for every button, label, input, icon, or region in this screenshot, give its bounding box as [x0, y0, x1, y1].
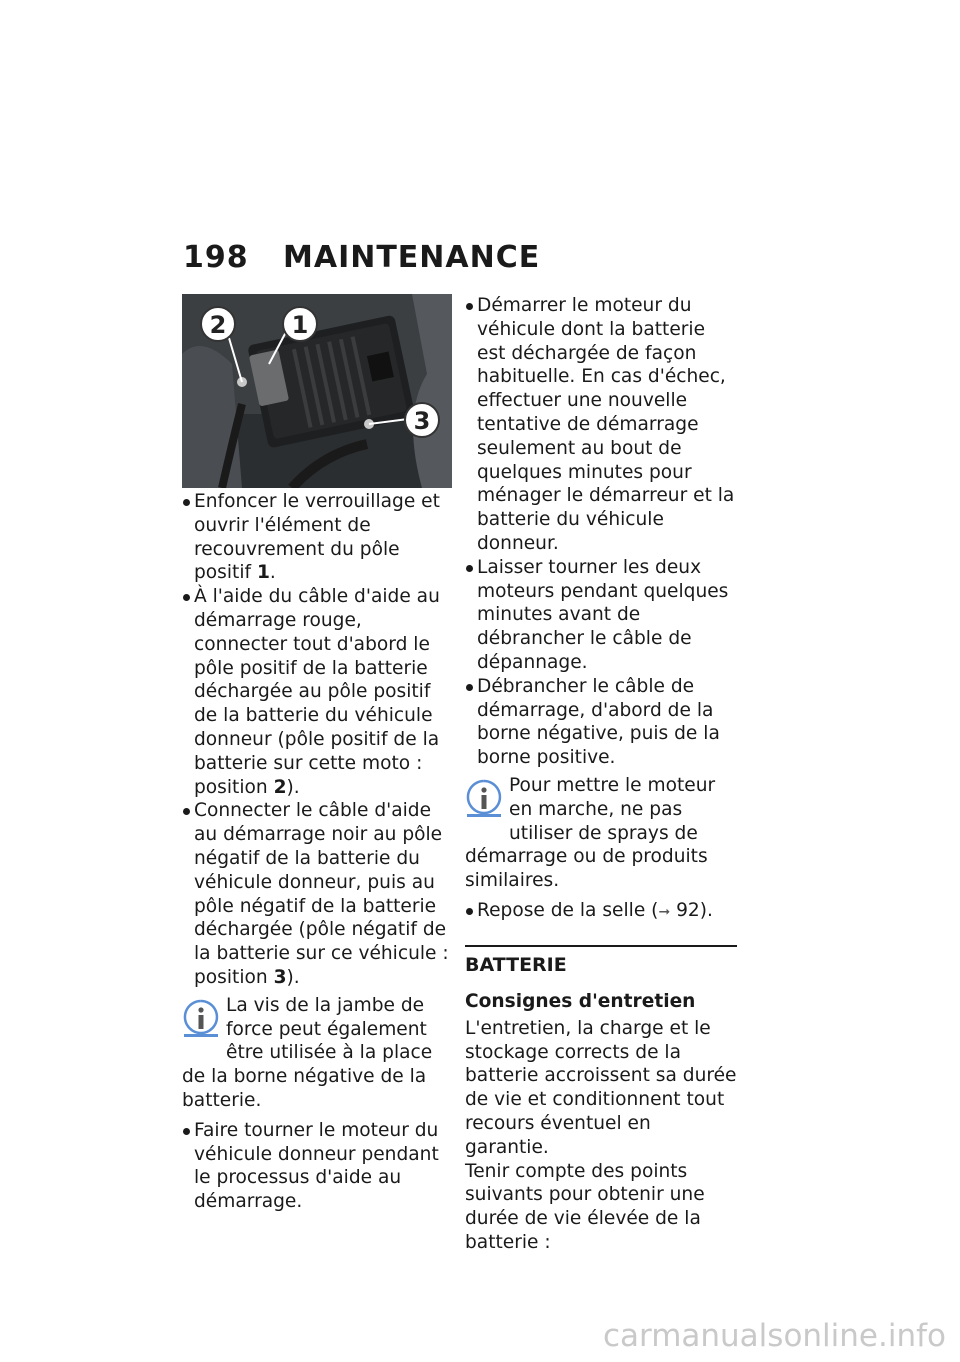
list-item: Débrancher le câble de démarrage, d'abord de la borne négative, puis de la borne positive.	[465, 675, 737, 770]
callout-1: 1	[291, 311, 309, 339]
left-bullet-list	[182, 490, 452, 990]
page-header	[183, 240, 540, 275]
right-column	[465, 294, 737, 1255]
left-column	[182, 294, 452, 1214]
note-text: Pour mettre le moteur en marche, ne pas utiliser de sprays de démarrage ou de produits similaires.	[465, 774, 716, 892]
list-item: À l'aide du câble d'aide au démarrage rouge, connecter tout d'abord le pôle positif de la batterie déchargée au pôle positif de la batterie du véhicule donneur (pôle positif de la batterie sur cette moto : position 2).	[182, 585, 452, 799]
page-reference-arrow-icon: ➞	[658, 903, 671, 920]
paragraph: Tenir compte des points suivants pour obtenir une durée de vie élevée de la batterie :	[465, 1160, 705, 1253]
subsection-title: Consignes d'entretien	[465, 990, 696, 1012]
battery-photo	[182, 294, 452, 488]
right-bullet-list	[465, 294, 737, 770]
watermark: carmanualsonline.info	[602, 1318, 946, 1354]
section-title: BATTERIE	[465, 953, 567, 976]
info-icon	[182, 998, 220, 1042]
page-number: 198	[183, 240, 249, 275]
list-item: Enfoncer le verrouillage et ouvrir l'élément de recouvrement du pôle positif 1.	[182, 490, 452, 585]
info-icon	[465, 778, 503, 822]
list-item: Repose de la selle (➞ 92).	[465, 899, 737, 925]
paragraph: L'entretien, la charge et le stockage corrects de la batterie accroissent sa durée de vie et conditionnent tout recours éventuel en garantie.	[465, 1017, 737, 1158]
list-item: Faire tourner le moteur du véhicule donneur pendant le processus d'aide au démarrage.	[182, 1119, 452, 1214]
list-item: Connecter le câble d'aide au démarrage noir au pôle négatif de la batterie du véhicule donneur, puis au pôle négatif de la batterie déchargée (pôle négatif de la batterie sur ce véhicule : position 3).	[182, 799, 452, 989]
info-note	[182, 994, 452, 1113]
battery-illustration	[182, 294, 452, 488]
section-divider	[465, 945, 737, 947]
list-item: Laisser tourner les deux moteurs pendant quelques minutes avant de débrancher le câble de dépannage.	[465, 556, 737, 675]
note-text: La vis de la jambe de force peut également être utilisée à la place de la borne négative de la batterie.	[182, 994, 433, 1111]
info-note	[465, 774, 737, 893]
page-reference[interactable]: 92	[676, 899, 700, 921]
left-bullet-list-2	[182, 1119, 452, 1214]
page-title: MAINTENANCE	[283, 240, 541, 275]
right-bullet-list-2	[465, 899, 737, 925]
callout-2: 2	[209, 311, 227, 339]
callout-3: 3	[413, 407, 431, 435]
list-item: Démarrer le moteur du véhicule dont la batterie est déchargée de façon habituelle. En cas d'échec, effectuer une nouvelle tentative de démarrage seulement au bout de quelques minutes pour ménager le démarreur et la batterie du véhicule donneur.	[465, 294, 737, 556]
